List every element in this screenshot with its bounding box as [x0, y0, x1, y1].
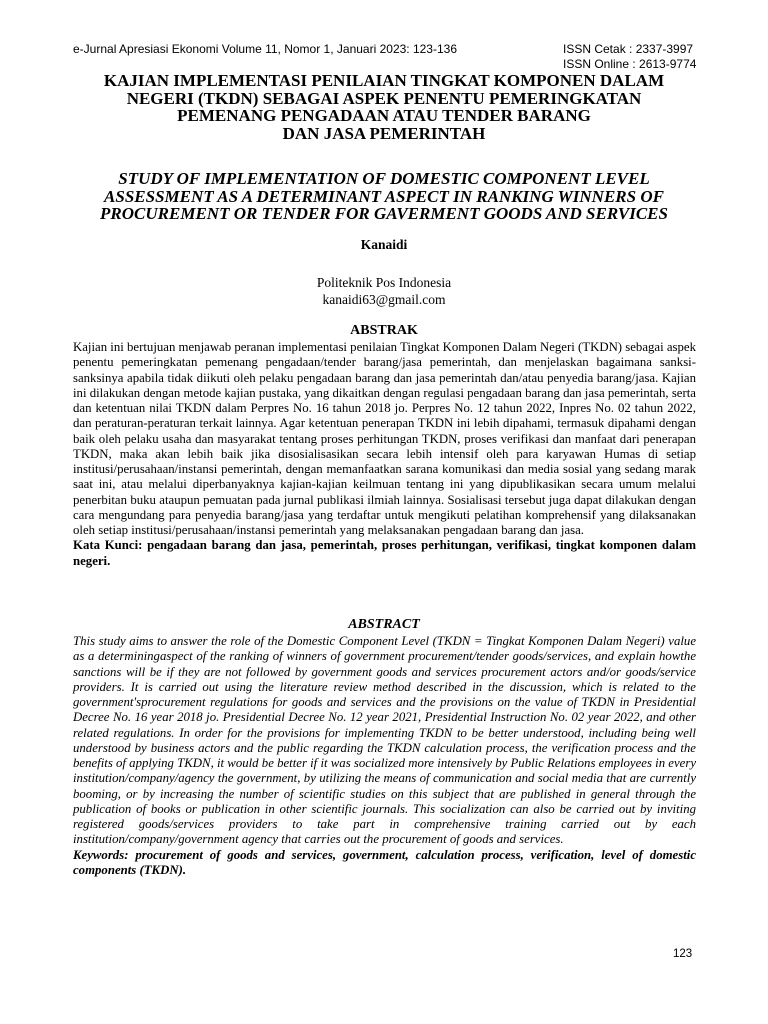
affiliation: Politeknik Pos Indonesia [316, 275, 452, 290]
abstract-section [73, 634, 696, 878]
journal-header: e-Jurnal Apresiasi Ekonomi Volume 11, Nomor 1, Januari 2023: 123-136 [73, 42, 457, 56]
title-english [40, 170, 728, 223]
title-line: NEGERI (TKDN) SEBAGAI ASPEK PENENTU PEMERINGKATAN [126, 88, 642, 108]
title-line: PEMENANG PENGADAAN ATAU TENDER BARANG [177, 106, 591, 125]
issn-online: ISSN Online : 2613-9774 [563, 57, 697, 71]
abstract-heading: ABSTRACT [348, 617, 420, 632]
abstract-text: This study aims to answer the role of the Domestic Component Level (TKDN = Tingkat Komponen Dalam Negeri) value as a determiningaspect of the ranking of winners of government procurement/tender goods/services, and explain howthe sanctions will be if they are not followed by government goods and services procurement actors and/or goods/service providers. It is carried out using the literature review method described in the discussion, which is related to the government'sprocurement regulations for goods and services and the provisions on the value of TKDN in Presidential Decree No. 16 year 2018 jo. Presidential Decree No. 12 year 2021, Presidential Instruction No. 02 year 2022, and other related regulations. In order for the provisions for implementing TKDN to be better understood, including being well understood by business actors and the public regarding the TKDN calculation process, the verification process and the benefits of applying TKDN, it would be better if it was socialized more intensively by Public Relations employees in every institution/company/agency the government, by utilizing the means of communication and social media that are currently booming, or by increasing the number of scientific studies on this subject that are published in general through the publication of books or publication in other scientific journals. This socialization can also be carried out by inviting registered goods/services providers to take part in comprehensive training carried out by each institution/company/government agency that carries out the procurement of goods and services. [73, 634, 696, 847]
author-email: kanaidi63@gmail.com [322, 291, 446, 307]
issn-block [563, 42, 696, 72]
title-line: STUDY OF IMPLEMENTATION OF DOMESTIC COMPONENT LEVEL [118, 169, 650, 188]
page-number: 123 [673, 948, 693, 960]
abstrak-keywords: Kata Kunci: pengadaan barang dan jasa, pemerintah, proses perhitungan, verifikasi, tingkat komponen dalam negeri. [73, 538, 696, 568]
abstract-keywords: Keywords: procurement of goods and services, government, calculation process, verification, level of domestic components (TKDN). [73, 847, 696, 877]
title-indonesian [40, 72, 728, 142]
abstrak-heading: ABSTRAK [350, 323, 418, 338]
issn-print: ISSN Cetak : 2337-3997 [563, 42, 694, 56]
abstrak-text: Kajian ini bertujuan menjawab peranan implementasi penilaian Tingkat Komponen Dalam Negeri (TKDN) sebagai aspek penentu pemeringkatan pemenang pengadaan/tender barang/jasa pemerintah, dan menjelaskan bagaimana sanksi-sanksinya apabila tidak diikuti oleh pelaku pengadaan barang dan jasa pemerintah dan/atau penyedia barang/jasa. Kajian ini dilakukan dengan metode kajian pustaka, yang dikaitkan dengan regulasi pengadaan barang dan jasa pemerintah, serta dan ketentuan nilai TKDN dalam Perpres No. 16 tahun 2018 jo. Perpres No. 12 tahun 2022, Inpres No. 02 tahun 2022, dan peraturan-peraturan terkait lainnya. Agar ketentuan penerapan TKDN ini lebih dipahami, termasuk dipahami dengan baik oleh pelaku usaha dan masyarakat tentang proses perhitungan TKDN, proses verifikasi dan manfaat dari penerapan TKDN, maka akan lebih baik jika disosialisasikan secara lebih intensif oleh para karyawan Humas di setiap institusi/perusahaan/instansi pemerintah, dengan memanfaatkan sarana komunikasi dan media sosial yang sedang marak saat ini, atau melalui diperbanyaknya kajian-kajian keilmuan tentang ini yang dipublikasikan secara umum melalui penerbitan buku ataupun pemuatan pada jurnal publikasi ilmiah lainnya. Sosialisasi tersebut juga dapat dilakukan dengan cara mengundang para penyedia barang/jasa yang terdaftar untuk mengikuti pelatihan komprehensif yang dilaksanakan oleh setiap institusi/perusahaan/instansi pemerintah yang melaksanakan pengadaan barang dan jasa. [73, 340, 696, 537]
title-line: PROCUREMENT OR TENDER FOR GAVERMENT GOODS AND SERVICES [100, 204, 668, 223]
title-line: DAN JASA PEMERINTAH [282, 123, 486, 143]
author-name: Kanaidi [360, 237, 408, 252]
title-line: KAJIAN IMPLEMENTASI PENILAIAN TINGKAT KOMPONEN DALAM [103, 71, 665, 90]
affiliation-block [0, 275, 768, 308]
abstrak-section [73, 340, 696, 569]
title-line: ASSESSMENT AS A DETERMINANT ASPECT IN RANKING WINNERS OF [104, 186, 664, 206]
